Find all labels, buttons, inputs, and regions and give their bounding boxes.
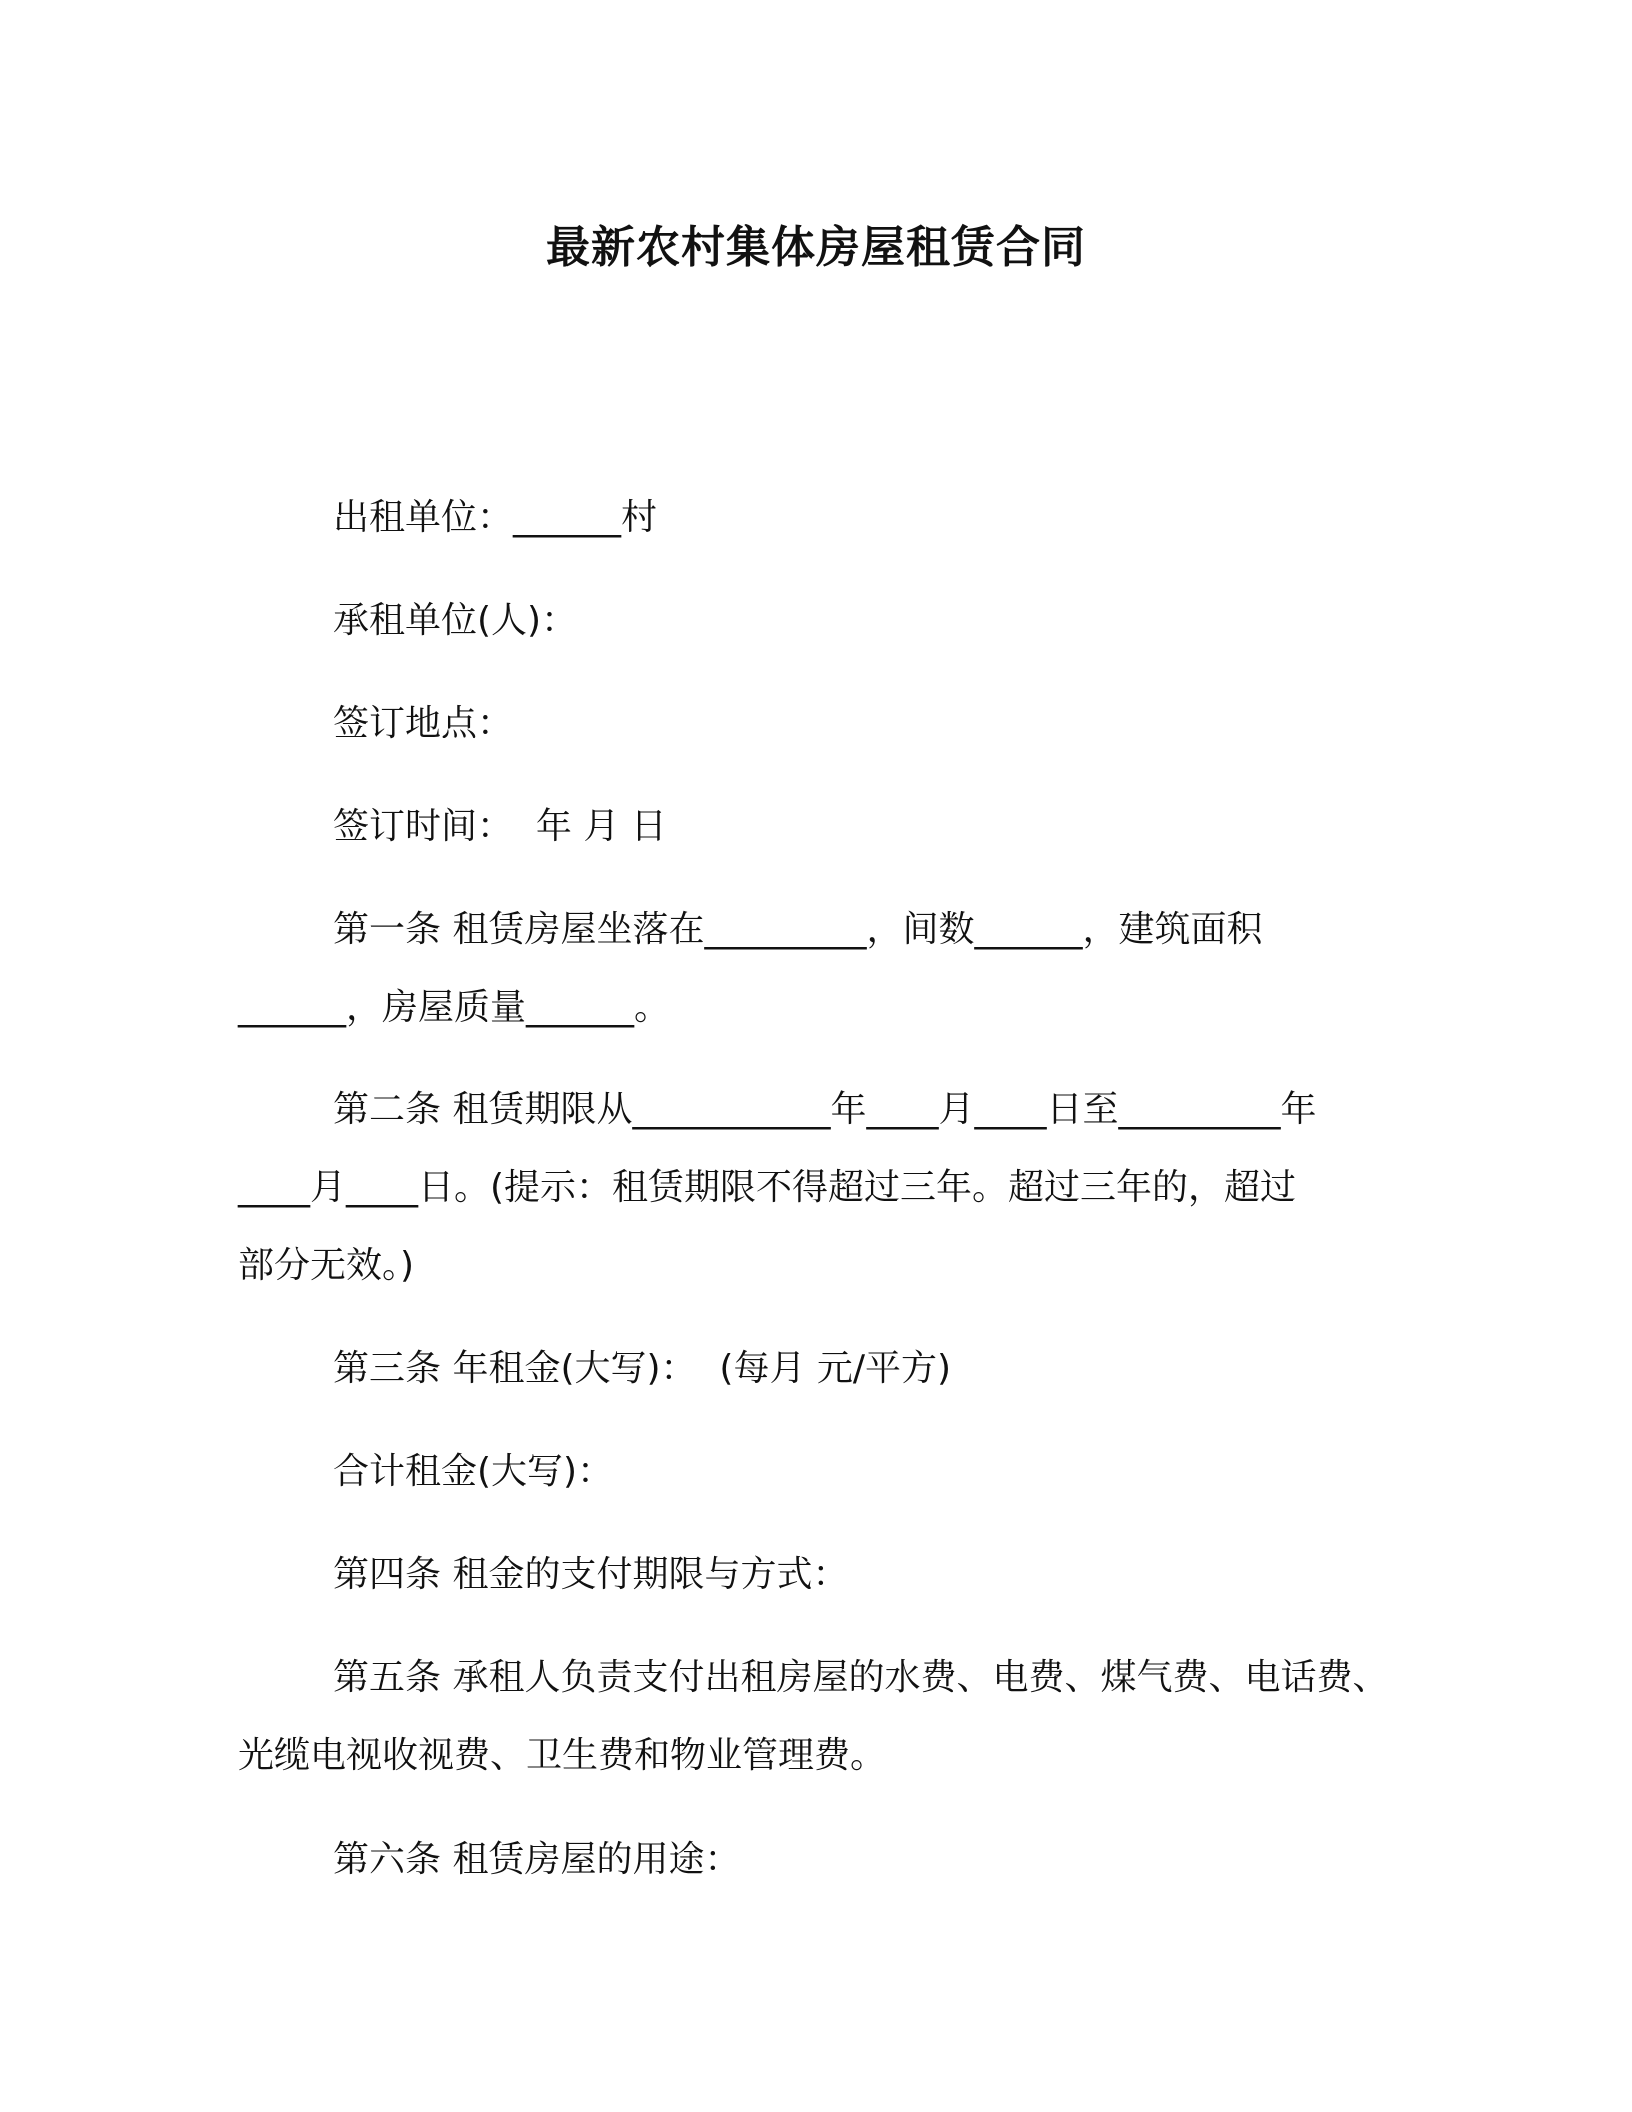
article-2-line-1: 第二条 租赁期限从___________年____月____日至_________年 (333, 1089, 1317, 1130)
article-2-line-2: ____月____日。(提示：租赁期限不得超过三年。超过三年的，超过 (238, 1167, 1297, 1208)
lessor-line: 出租单位：______村 (333, 497, 658, 538)
article-6-line: 第六条 租赁房屋的用途： (333, 1839, 741, 1880)
lessee-line: 承租单位(人)： (333, 600, 578, 641)
signing-place-line: 签订地点： (333, 703, 514, 744)
total-rent-line: 合计租金(大写)： (333, 1451, 614, 1492)
article-1-line-2: ______，房屋质量______。 (238, 987, 671, 1028)
document-title: 最新农村集体房屋租赁合同 (546, 222, 1086, 273)
article-4-line: 第四条 租金的支付期限与方式： (333, 1554, 849, 1595)
article-5-line-2: 光缆电视收视费、卫生费和物业管理费。 (238, 1735, 887, 1776)
article-5-line-1: 第五条 承租人负责支付出租房屋的水费、电费、煤气费、电话费、 (333, 1657, 1389, 1698)
article-3-line: 第三条 年租金(大写)： (每月 元/平方) (333, 1348, 952, 1389)
signing-date-line: 签订时间： 年 月 日 (333, 806, 667, 847)
article-1-line-1: 第一条 租赁房屋坐落在_________，间数______，建筑面积 (333, 909, 1263, 950)
article-2-line-3: 部分无效。) (238, 1245, 415, 1286)
